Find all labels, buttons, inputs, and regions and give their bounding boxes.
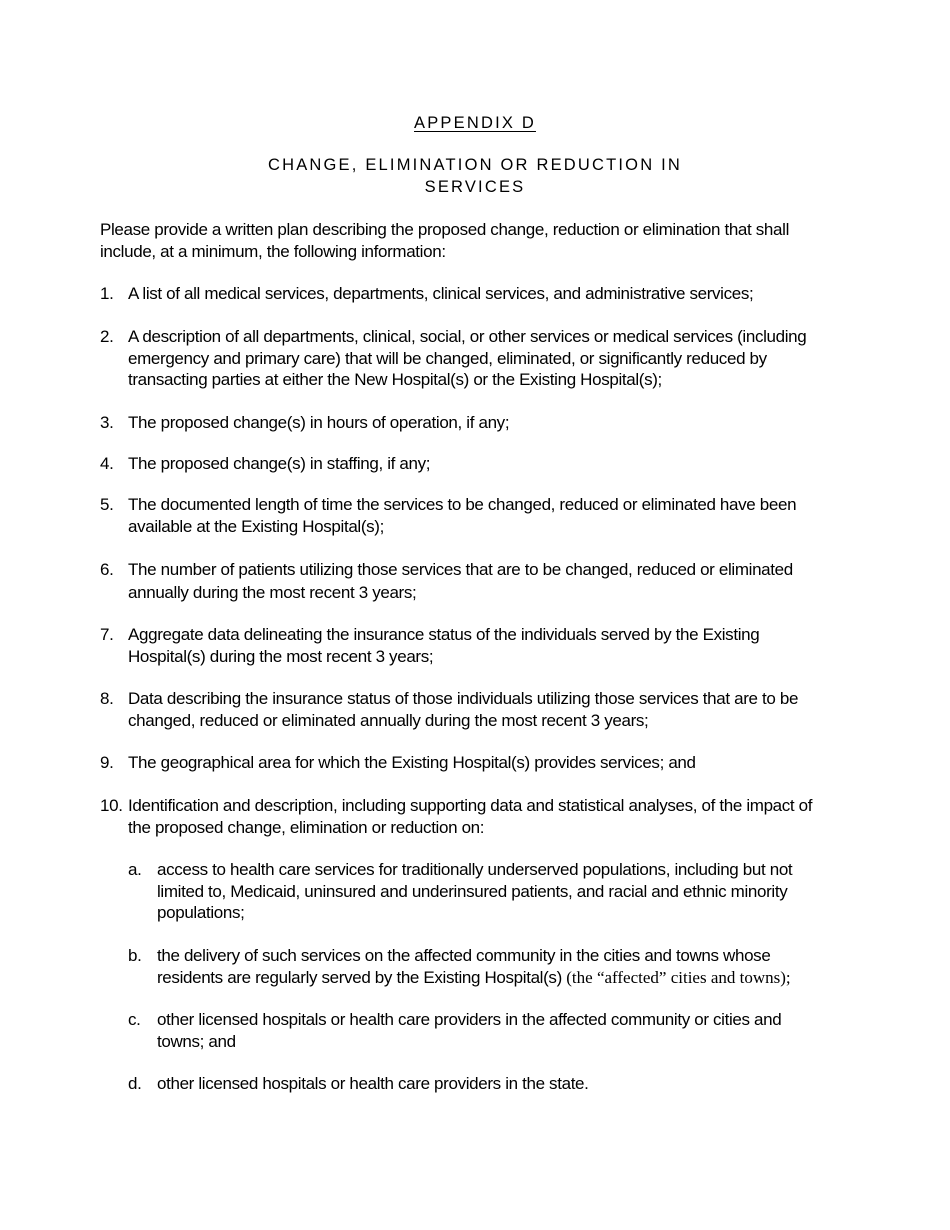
sub-item-text — [157, 1073, 847, 1095]
sub-item-text — [157, 945, 857, 988]
item-line: Aggregate data delineating the insurance status of the individuals served by the Existing — [128, 625, 760, 644]
appendix-heading — [0, 112, 950, 134]
item-line: The documented length of time the services to be changed, reduced or eliminated have been — [128, 495, 797, 514]
item-text — [128, 326, 863, 391]
item-text — [128, 559, 863, 603]
item-line: A description of all departments, clinical, social, or other services or medical services (including — [128, 327, 807, 346]
item-line: The geographical area for which the Existing Hospital(s) provides services; and — [128, 753, 696, 772]
title-line-1: CHANGE, ELIMINATION OR REDUCTION IN — [267, 156, 683, 174]
appendix-label: APPENDIX D — [414, 114, 536, 132]
item-line: the proposed change, elimination or reduction on: — [128, 817, 485, 837]
intro-line-1: Please provide a written plan describing the proposed change, reduction or elimination that shall — [100, 220, 789, 239]
item-line: The proposed change(s) in staffing, if any; — [128, 454, 431, 473]
sub-item-line: populations; — [157, 903, 245, 922]
item-number: 6. — [100, 560, 114, 579]
sub-item-letter: d. — [128, 1074, 142, 1093]
sub-item-line: limited to, Medicaid, uninsured and underinsured patients, and racial and ethnic minority — [157, 881, 788, 901]
sub-item-letter: b. — [128, 946, 142, 965]
item-line: The number of patients utilizing those services that are to be changed, reduced or eliminated — [128, 560, 793, 579]
item-line: A list of all medical services, departments, clinical services, and administrative services; — [128, 284, 754, 303]
item-line: Data describing the insurance status of those individuals utilizing those services that are to be — [128, 689, 799, 708]
sub-item-line: other licensed hospitals or health care providers in the affected community or cities and — [157, 1010, 782, 1029]
item-line: annually during the most recent 3 years; — [128, 582, 417, 602]
intro-paragraph — [100, 219, 860, 262]
item-text — [128, 688, 863, 731]
affected-definition: (the “affected” cities and towns); — [566, 967, 791, 987]
sub-item-line: other licensed hospitals or health care providers in the state. — [157, 1074, 589, 1093]
item-number: 7. — [100, 625, 114, 644]
item-line: transacting parties at either the New Hospital(s) or the Existing Hospital(s); — [128, 370, 662, 389]
sub-item-line: access to health care services for traditionally underserved populations, including but not — [157, 860, 793, 879]
item-line: Identification and description, including supporting data and statistical analyses, of the impact of — [128, 796, 813, 815]
item-number: 9. — [100, 753, 114, 772]
item-text — [128, 624, 863, 667]
item-text — [128, 453, 863, 475]
item-line: available at the Existing Hospital(s); — [128, 516, 384, 536]
sub-item-text — [157, 859, 847, 924]
item-text — [128, 795, 863, 838]
sub-item-line: the delivery of such services on the affected community in the cities and towns whose — [157, 946, 771, 965]
item-text — [128, 494, 863, 537]
sub-item-line — [157, 967, 857, 989]
item-text — [128, 283, 863, 305]
sub-item-letter: a. — [128, 860, 142, 879]
item-number: 8. — [100, 689, 114, 708]
sub-item-line-text: residents are regularly served by the Existing Hospital(s) — [157, 967, 562, 987]
item-text — [128, 752, 863, 774]
item-text — [128, 412, 863, 434]
item-number: 10. — [100, 796, 123, 815]
sub-item-line: towns; and — [157, 1031, 236, 1051]
item-line: Hospital(s) during the most recent 3 years; — [128, 646, 434, 666]
intro-line-2: include, at a minimum, the following information: — [100, 241, 446, 261]
item-line: changed, reduced or eliminated annually during the most recent 3 years; — [128, 710, 649, 730]
sub-item-letter: c. — [128, 1010, 141, 1029]
item-number: 5. — [100, 495, 114, 514]
title-line-2: SERVICES — [424, 178, 526, 196]
sub-item-text — [157, 1009, 847, 1052]
item-number: 1. — [100, 284, 114, 303]
item-line: The proposed change(s) in hours of operation, if any; — [128, 413, 510, 432]
item-line: emergency and primary care) that will be changed, eliminated, or significantly reduced by — [128, 348, 767, 368]
document-title — [0, 154, 950, 198]
item-number: 2. — [100, 327, 114, 346]
item-number: 4. — [100, 454, 114, 473]
item-number: 3. — [100, 413, 114, 432]
